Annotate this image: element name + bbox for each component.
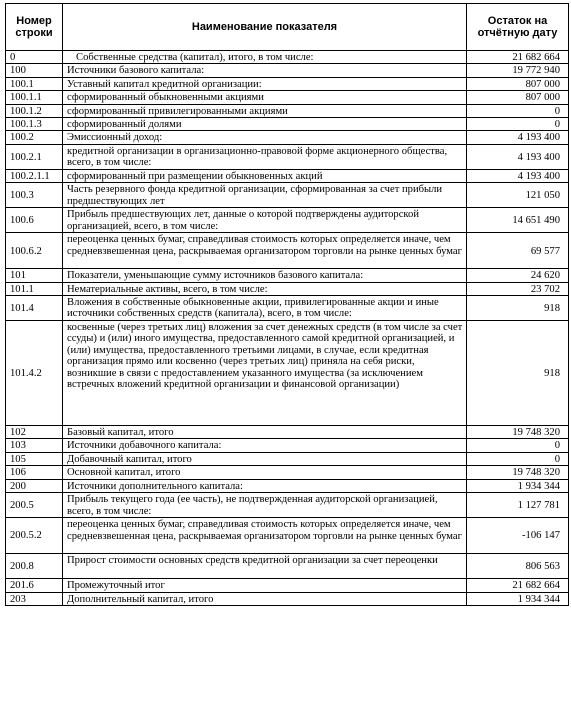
row-code: 101.4 [6,296,63,321]
row-value: 0 [467,104,569,117]
row-name: Вложения в собственные обыкновенные акции, привилегированные акции и иные источники собственных средств (капитала), всего, в том числе: [63,296,467,321]
row-value: 0 [467,439,569,452]
row-value: 1 127 781 [467,493,569,518]
table-row [6,554,569,579]
row-value: 69 577 [467,233,569,269]
row-name: Собственные средства (капитал), итого, в том числе: [63,51,467,64]
row-name: Эмиссионный доход: [63,131,467,144]
row-value: 1 934 344 [467,479,569,492]
table-row [6,452,569,465]
row-value: 918 [467,321,569,426]
table-row [6,183,569,208]
row-value: 807 000 [467,77,569,90]
table-row [6,91,569,104]
row-name: Показатели, уменьшающие сумму источников базового капитала: [63,269,467,282]
row-name: сформированный привилегированными акциями [63,104,467,117]
row-value: -106 147 [467,518,569,554]
row-code: 106 [6,466,63,479]
row-code: 200 [6,479,63,492]
header-indicator-name: Наименование показателя [63,4,467,51]
header-balance: Остаток на отчётную дату [467,4,569,51]
row-code: 100 [6,64,63,77]
table-row [6,321,569,426]
row-code: 100.2.1 [6,144,63,169]
table-row [6,104,569,117]
row-value: 14 651 490 [467,208,569,233]
row-name: сформированный обыкновенными акциями [63,91,467,104]
row-name: Прибыль предшествующих лет, данные о которой подтверждены аудиторской организацией, всего, в том числе: [63,208,467,233]
row-name: Добавочный капитал, итого [63,452,467,465]
row-name: Часть резервного фонда кредитной организации, сформированная за счет прибыли предшествующих лет [63,183,467,208]
row-value: 19 772 940 [467,64,569,77]
row-code: 102 [6,426,63,439]
row-code: 100.6 [6,208,63,233]
row-name: переоценка ценных бумаг, справедливая стоимость которых определяется иначе, чем средневзвешенная цена, раскрываемая организатором торговли на рынке ценных бумаг [63,518,467,554]
table-row [6,233,569,269]
table-row [6,518,569,554]
table-row [6,466,569,479]
table-row [6,282,569,295]
row-name: переоценка ценных бумаг, справедливая стоимость которых определяется иначе, чем средневзвешенная цена, раскрываемая организатором торговли на рынке ценных бумаг [63,233,467,269]
row-code: 100.6.2 [6,233,63,269]
row-name: Уставный капитал кредитной организации: [63,77,467,90]
table-row [6,77,569,90]
row-value: 24 620 [467,269,569,282]
row-code: 201.6 [6,579,63,592]
row-value: 806 563 [467,554,569,579]
row-code: 100.3 [6,183,63,208]
row-name: сформированный долями [63,118,467,131]
table-row [6,439,569,452]
row-name: Источники базового капитала: [63,64,467,77]
row-code: 200.5.2 [6,518,63,554]
row-value: 4 193 400 [467,131,569,144]
row-name: Промежуточный итог [63,579,467,592]
row-value: 4 193 400 [467,144,569,169]
row-name: Источники добавочного капитала: [63,439,467,452]
row-code: 101.4.2 [6,321,63,426]
capital-table [5,3,569,606]
table-row [6,64,569,77]
table-row [6,131,569,144]
row-code: 100.2 [6,131,63,144]
row-name: Прирост стоимости основных средств кредитной организации за счет переоценки [63,554,467,579]
row-name: Основной капитал, итого [63,466,467,479]
table-row [6,51,569,64]
table-row [6,493,569,518]
row-value: 121 050 [467,183,569,208]
row-code: 0 [6,51,63,64]
row-code: 100.2.1.1 [6,169,63,182]
table-row [6,118,569,131]
row-code: 103 [6,439,63,452]
row-value: 21 682 664 [467,579,569,592]
row-name: сформированный при размещении обыкновенных акций [63,169,467,182]
row-code: 200.8 [6,554,63,579]
row-value: 23 702 [467,282,569,295]
row-code: 100.1.1 [6,91,63,104]
row-code: 200.5 [6,493,63,518]
table-row [6,426,569,439]
row-value: 807 000 [467,91,569,104]
row-value: 4 193 400 [467,169,569,182]
row-value: 19 748 320 [467,466,569,479]
row-value: 19 748 320 [467,426,569,439]
table-header-row [6,4,569,51]
row-code: 100.1.2 [6,104,63,117]
row-name: Источники дополнительного капитала: [63,479,467,492]
row-value: 1 934 344 [467,592,569,605]
row-value: 21 682 664 [467,51,569,64]
row-name: Базовый капитал, итого [63,426,467,439]
row-name: кредитной организации в организационно-правовой форме акционерного общества, всего, в том числе: [63,144,467,169]
row-code: 101.1 [6,282,63,295]
table-row [6,208,569,233]
row-name: косвенные (через третьих лиц) вложения за счет денежных средств (в том числе за счет ссуды) и (или) иного имущества, предоставленного самой кредитной организацией, и (или) имущества, предоставленного третьими лицами, в случае, если кредитная организация прямо или косвенно (через третьих лиц) приняла на себя риски, возникшие в связи с предоставлением указанного имущества (за исключением встречных вложений кредитной организации и финансовой организации) [63,321,467,426]
row-name: Прибыль текущего года (ее часть), не подтвержденная аудиторской организацией, всего, в том числе: [63,493,467,518]
row-value: 918 [467,296,569,321]
row-code: 100.1.3 [6,118,63,131]
table-row [6,479,569,492]
table-row [6,592,569,605]
table-row [6,269,569,282]
table-row [6,144,569,169]
row-value: 0 [467,452,569,465]
row-name: Нематериальные активы, всего, в том числе: [63,282,467,295]
row-code: 105 [6,452,63,465]
table-row [6,169,569,182]
row-name: Дополнительный капитал, итого [63,592,467,605]
table-row [6,579,569,592]
table-row [6,296,569,321]
row-code: 101 [6,269,63,282]
header-row-number: Номер строки [6,4,63,51]
row-value: 0 [467,118,569,131]
row-code: 100.1 [6,77,63,90]
row-code: 203 [6,592,63,605]
